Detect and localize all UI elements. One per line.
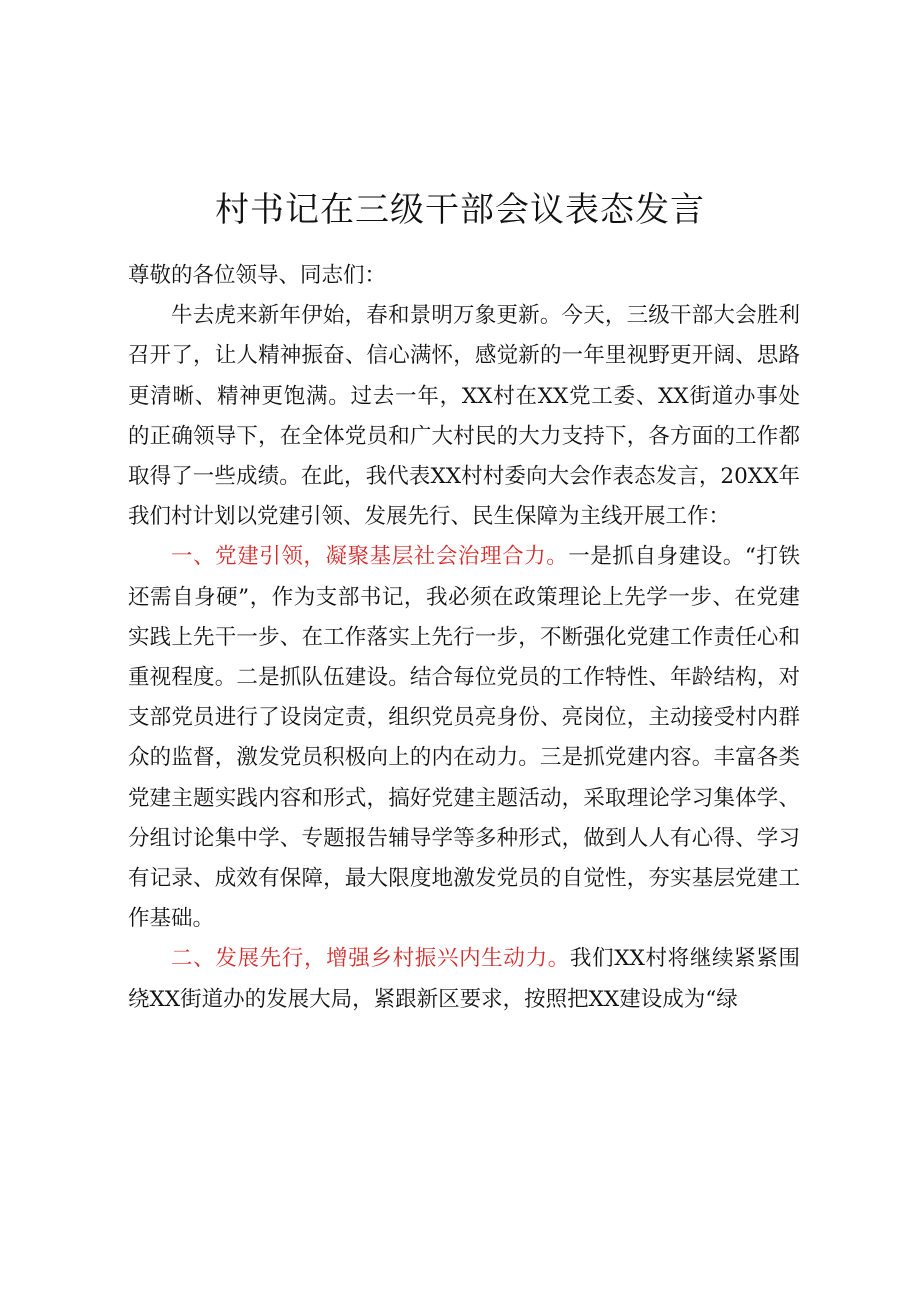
section-heading: 二、发展先行，增强乡村振兴内生动力。	[171, 946, 570, 972]
paragraph-intro	[128, 296, 800, 537]
section-heading: 一、党建引领，凝聚基层社会治理合力。	[171, 544, 569, 570]
paragraph-text: 一是抓自身建设。“打铁还需自身硬”，作为支部书记，我必须在政策理论上先学一步、在党建实践上先干一步、在工作落实上先行一步，不断强化党建工作责任心和重视程度。二是抓队伍建设。结合每位党员的工作特性、年龄结构，对支部党员进行了设岗定责，组织党员亮身份、亮岗位，主动接受村内群众的监督，激发党员积极向上的内在动力。三是抓党建内容。丰富各类党建主题实践内容和形式，搞好党建主题活动，采取理论学习集体学、分组讨论集中学、专题报告辅导学等多种形式，做到人人有心得、学习有记录、成效有保障，最大限度地激发党员的自觉性，夯实基层党建工作基础。	[128, 544, 800, 932]
document-title: 村书记在三级干部会议表态发言	[215, 190, 705, 230]
document-body	[128, 256, 800, 1020]
paragraph-party-building	[128, 537, 800, 939]
paragraph-development	[128, 939, 800, 1019]
paragraph-text: 我们XX村将继续紧紧围绕XX街道办的发展大局，紧跟新区要求，按照把XX建设成为“绿	[128, 946, 800, 1012]
paragraph-text: 牛去虎来新年伊始，春和景明万象更新。今天，三级干部大会胜利召开了，让人精神振奋、信心满怀，感觉新的一年里视野更开阔、思路更清晰、精神更饱满。过去一年，XX村在XX党工委、XX街道办事处的正确领导下，在全体党员和广大村民的大力支持下，各方面的工作都取得了一些成绩。在此，我代表XX村村委向大会作表态发言，20XX年我们村计划以党建引领、发展先行、民生保障为主线开展工作：	[128, 303, 800, 530]
greeting: 尊敬的各位领导、同志们：	[128, 263, 387, 288]
